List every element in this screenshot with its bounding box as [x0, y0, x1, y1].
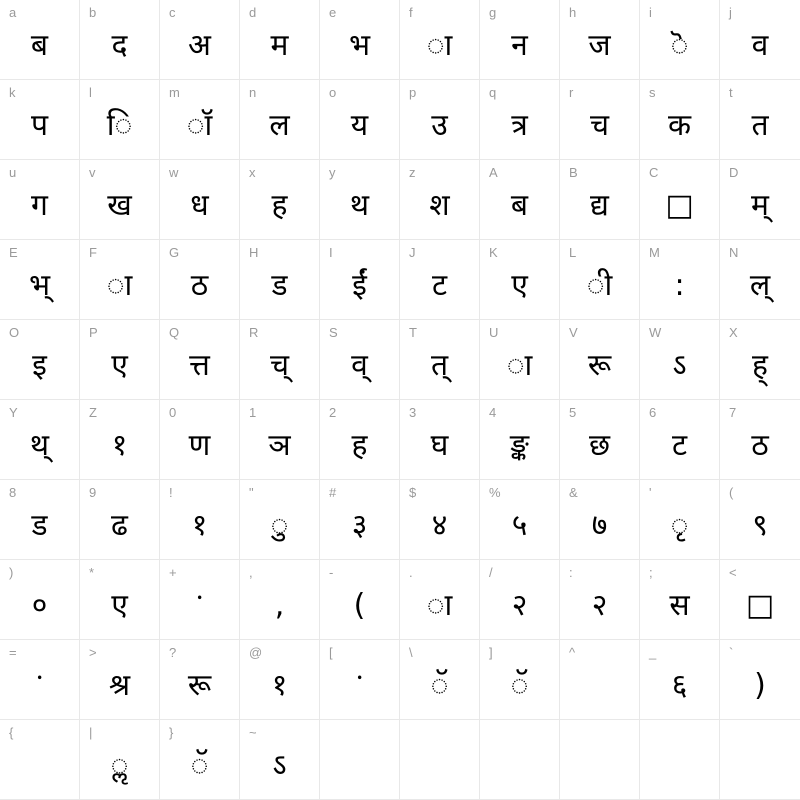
char-cell[interactable]	[320, 640, 400, 720]
char-glyph: ल	[269, 107, 290, 143]
char-glyph: ५	[511, 507, 528, 543]
char-cell[interactable]	[560, 240, 640, 320]
char-key-label: "	[249, 485, 254, 500]
char-cell[interactable]	[320, 320, 400, 400]
char-cell[interactable]	[560, 0, 640, 80]
char-glyph: म्	[751, 187, 769, 223]
char-cell[interactable]	[720, 480, 800, 560]
char-glyph: ऽ	[272, 747, 287, 783]
char-key-label: e	[329, 5, 337, 20]
char-cell[interactable]	[480, 320, 560, 400]
char-glyph: ॱ	[354, 667, 365, 703]
char-key-label: /	[489, 565, 493, 580]
char-cell[interactable]	[480, 160, 560, 240]
char-cell[interactable]	[240, 160, 320, 240]
char-key-label: -	[329, 565, 334, 580]
char-key-label: 0	[169, 405, 177, 420]
char-cell[interactable]	[160, 80, 240, 160]
char-key-label: <	[729, 565, 737, 580]
char-glyph: ॱ	[194, 587, 205, 623]
char-key-label: c	[169, 5, 176, 20]
char-cell[interactable]	[0, 560, 80, 640]
char-cell[interactable]	[240, 80, 320, 160]
char-glyph: ग	[31, 187, 48, 223]
char-key-label: C	[649, 165, 659, 180]
char-glyph: १	[271, 667, 288, 703]
char-cell[interactable]	[160, 320, 240, 400]
char-key-label: T	[409, 325, 417, 340]
char-glyph: उ	[431, 107, 448, 143]
char-cell[interactable]	[320, 720, 400, 800]
char-glyph: भ्	[28, 267, 51, 303]
char-cell[interactable]	[240, 0, 320, 80]
char-key-label: A	[489, 165, 498, 180]
char-cell[interactable]	[400, 720, 480, 800]
char-cell[interactable]	[80, 400, 160, 480]
char-key-label: 6	[649, 405, 657, 420]
char-key-label: :	[569, 565, 573, 580]
char-cell[interactable]	[640, 560, 720, 640]
char-glyph: ङ्क	[510, 427, 529, 463]
char-cell[interactable]	[320, 400, 400, 480]
char-glyph: य	[350, 107, 369, 143]
char-key-label: y	[329, 165, 336, 180]
char-cell[interactable]	[560, 720, 640, 800]
char-cell[interactable]	[160, 560, 240, 640]
char-key-label: i	[649, 5, 652, 20]
char-glyph: ,	[274, 587, 285, 623]
char-cell[interactable]	[320, 560, 400, 640]
char-glyph: ट	[431, 267, 448, 303]
char-glyph: ६	[671, 667, 688, 703]
char-glyph: ा	[106, 267, 133, 303]
char-glyph: :	[674, 267, 685, 303]
char-key-label: B	[569, 165, 578, 180]
char-cell[interactable]	[160, 0, 240, 80]
char-cell[interactable]	[720, 0, 800, 80]
char-cell[interactable]	[720, 640, 800, 720]
char-key-label: E	[9, 245, 18, 260]
char-cell[interactable]	[400, 400, 480, 480]
char-cell[interactable]	[480, 480, 560, 560]
char-cell[interactable]	[560, 400, 640, 480]
char-cell[interactable]	[320, 240, 400, 320]
char-glyph: ॅ	[190, 747, 209, 783]
char-key-label: x	[249, 165, 256, 180]
char-glyph: ॱ	[34, 667, 45, 703]
char-cell[interactable]	[320, 480, 400, 560]
char-key-label: W	[649, 325, 662, 340]
char-cell[interactable]	[640, 0, 720, 80]
char-key-label: O	[9, 325, 20, 340]
char-key-label: v	[89, 165, 96, 180]
char-cell[interactable]	[480, 400, 560, 480]
char-cell[interactable]	[400, 240, 480, 320]
char-glyph: च्	[269, 347, 290, 383]
char-cell[interactable]	[160, 720, 240, 800]
char-glyph: थ	[349, 187, 370, 223]
char-cell[interactable]	[0, 400, 80, 480]
char-key-label: X	[729, 325, 738, 340]
char-glyph: ॅ	[430, 667, 449, 703]
char-glyph: ल्	[749, 267, 771, 303]
char-glyph: ह्	[752, 347, 768, 383]
char-cell[interactable]	[0, 720, 80, 800]
char-glyph: रू	[187, 667, 212, 703]
char-key-label: F	[89, 245, 97, 260]
char-glyph: ह	[271, 187, 288, 223]
char-glyph: स	[669, 587, 690, 623]
char-key-label: 1	[249, 405, 257, 420]
char-cell[interactable]	[80, 480, 160, 560]
char-key-label: V	[569, 325, 578, 340]
char-key-label: s	[649, 85, 656, 100]
char-glyph: ा	[426, 587, 453, 623]
char-key-label: 4	[489, 405, 497, 420]
char-key-label: +	[169, 565, 177, 580]
char-glyph: भ	[348, 27, 371, 63]
char-cell[interactable]	[640, 80, 720, 160]
char-glyph: ी	[586, 267, 613, 303]
char-glyph: त्त	[189, 347, 210, 383]
char-cell[interactable]	[400, 320, 480, 400]
char-cell[interactable]	[80, 560, 160, 640]
char-cell[interactable]	[160, 400, 240, 480]
char-cell[interactable]	[80, 160, 160, 240]
char-glyph: द	[111, 27, 128, 63]
char-cell[interactable]	[160, 160, 240, 240]
char-glyph: म	[270, 27, 289, 63]
char-glyph: व्	[351, 347, 368, 383]
char-glyph: न	[511, 27, 528, 63]
char-glyph: ु	[270, 507, 289, 543]
char-key-label: J	[409, 245, 416, 260]
char-cell[interactable]	[400, 560, 480, 640]
char-cell[interactable]	[640, 480, 720, 560]
char-cell[interactable]	[80, 640, 160, 720]
char-cell[interactable]	[0, 480, 80, 560]
char-cell[interactable]	[0, 640, 80, 720]
char-glyph: □	[665, 187, 694, 223]
char-key-label: [	[329, 645, 333, 660]
char-cell[interactable]	[560, 640, 640, 720]
char-cell[interactable]	[560, 80, 640, 160]
char-key-label: |	[89, 725, 93, 740]
char-glyph: ए	[511, 267, 528, 303]
char-key-label: 2	[329, 405, 337, 420]
char-cell[interactable]	[720, 240, 800, 320]
char-key-label: U	[489, 325, 499, 340]
char-key-label: ~	[249, 725, 257, 740]
char-key-label: q	[489, 85, 497, 100]
char-key-label: u	[9, 165, 17, 180]
char-cell[interactable]	[320, 160, 400, 240]
char-key-label: %	[489, 485, 501, 500]
char-key-label: 8	[9, 485, 17, 500]
char-key-label: $	[409, 485, 417, 500]
char-cell[interactable]	[480, 720, 560, 800]
char-glyph: ईं	[352, 267, 367, 303]
char-glyph: १	[111, 427, 128, 463]
char-glyph: ०	[31, 587, 48, 623]
char-key-label: L	[569, 245, 577, 260]
char-key-label: j	[729, 5, 732, 20]
char-key-label: K	[489, 245, 498, 260]
char-glyph: त	[751, 107, 769, 143]
char-key-label: f	[409, 5, 413, 20]
char-glyph: २	[591, 587, 608, 623]
char-cell[interactable]	[640, 640, 720, 720]
char-glyph: ब	[30, 27, 49, 63]
char-glyph: घ	[430, 427, 449, 463]
char-cell[interactable]	[0, 0, 80, 80]
char-cell[interactable]	[240, 320, 320, 400]
char-key-label: @	[249, 645, 263, 660]
char-key-label: }	[169, 725, 174, 740]
char-cell[interactable]	[720, 720, 800, 800]
char-key-label: z	[409, 165, 416, 180]
char-glyph: इ	[32, 347, 47, 383]
char-glyph: ठ	[190, 267, 209, 303]
char-cell[interactable]	[400, 80, 480, 160]
char-key-label: )	[9, 565, 14, 580]
char-glyph: (	[353, 587, 366, 623]
char-glyph: ऽ	[672, 347, 687, 383]
char-key-label: h	[569, 5, 577, 20]
char-glyph: ण	[188, 427, 211, 463]
char-key-label: 7	[729, 405, 737, 420]
char-key-label: 9	[89, 485, 97, 500]
char-glyph: ध	[190, 187, 209, 223]
char-key-label: k	[9, 85, 16, 100]
char-key-label: `	[729, 645, 734, 660]
char-glyph: व	[751, 27, 769, 63]
char-key-label: t	[729, 85, 733, 100]
char-cell[interactable]	[560, 560, 640, 640]
char-glyph: ह	[351, 427, 368, 463]
char-key-label: Z	[89, 405, 97, 420]
char-cell[interactable]	[240, 480, 320, 560]
char-cell[interactable]	[560, 320, 640, 400]
char-glyph: ए	[111, 587, 128, 623]
char-glyph: ९	[752, 507, 768, 543]
char-glyph: ४	[431, 507, 448, 543]
char-cell[interactable]	[640, 400, 720, 480]
char-key-label: *	[89, 565, 95, 580]
char-glyph: □	[745, 587, 775, 623]
char-glyph: ॢ	[110, 747, 129, 783]
char-glyph: ३	[351, 507, 368, 543]
char-cell[interactable]	[560, 480, 640, 560]
char-key-label: m	[169, 85, 180, 100]
char-cell[interactable]	[0, 80, 80, 160]
char-glyph: च	[589, 107, 610, 143]
char-cell[interactable]	[720, 560, 800, 640]
char-key-label: 5	[569, 405, 577, 420]
char-cell[interactable]	[240, 240, 320, 320]
char-key-label: N	[729, 245, 739, 260]
char-glyph: ज	[588, 27, 611, 63]
char-glyph: ठ	[751, 427, 769, 463]
char-key-label: _	[649, 645, 657, 660]
char-glyph: प	[30, 107, 49, 143]
char-cell[interactable]	[720, 160, 800, 240]
char-glyph: ॅ	[510, 667, 529, 703]
char-glyph: रू	[587, 347, 612, 383]
char-cell[interactable]	[0, 320, 80, 400]
char-key-label: n	[249, 85, 257, 100]
char-cell[interactable]	[160, 480, 240, 560]
char-cell[interactable]	[640, 240, 720, 320]
char-cell[interactable]	[480, 240, 560, 320]
char-glyph: ए	[111, 347, 128, 383]
char-key-label: &	[569, 485, 578, 500]
char-glyph: श्र	[108, 667, 131, 703]
char-key-label: Y	[9, 405, 18, 420]
char-cell[interactable]	[160, 240, 240, 320]
char-key-label: M	[649, 245, 660, 260]
char-key-label: {	[9, 725, 14, 740]
char-glyph: ा	[506, 347, 533, 383]
char-glyph: त्र	[511, 107, 528, 143]
char-key-label: w	[169, 165, 179, 180]
char-cell[interactable]	[240, 720, 320, 800]
char-cell[interactable]	[480, 640, 560, 720]
char-cell[interactable]	[720, 80, 800, 160]
char-cell[interactable]	[0, 160, 80, 240]
char-cell[interactable]	[80, 240, 160, 320]
char-glyph: ७	[591, 507, 608, 543]
char-key-label: 3	[409, 405, 417, 420]
char-key-label: g	[489, 5, 497, 20]
char-cell[interactable]	[560, 160, 640, 240]
char-key-label: r	[569, 85, 574, 100]
char-key-label: #	[329, 485, 337, 500]
char-glyph: ख	[107, 187, 132, 223]
char-key-label: =	[9, 645, 17, 660]
char-cell[interactable]	[720, 400, 800, 480]
char-glyph: ा	[426, 27, 453, 63]
char-cell[interactable]	[720, 320, 800, 400]
char-glyph: अ	[188, 27, 211, 63]
char-key-label: Q	[169, 325, 180, 340]
char-glyph: ॆ	[670, 27, 689, 63]
char-key-label: G	[169, 245, 180, 260]
char-key-label: \	[409, 645, 413, 660]
char-key-label: o	[329, 85, 337, 100]
char-cell[interactable]	[80, 720, 160, 800]
char-key-label: ?	[169, 645, 177, 660]
char-glyph: क	[667, 107, 692, 143]
char-glyph: ृ	[670, 507, 689, 543]
char-key-label: p	[409, 85, 417, 100]
char-glyph: ट	[671, 427, 688, 463]
char-key-label: a	[9, 5, 17, 20]
char-cell[interactable]	[480, 560, 560, 640]
char-glyph: श	[429, 187, 450, 223]
char-key-label: S	[329, 325, 338, 340]
char-glyph: ब	[510, 187, 529, 223]
char-cell[interactable]	[320, 80, 400, 160]
char-glyph: थ्	[29, 427, 50, 463]
char-key-label: R	[249, 325, 259, 340]
char-glyph: ड	[31, 507, 48, 543]
char-key-label: P	[89, 325, 98, 340]
char-cell[interactable]	[400, 160, 480, 240]
char-key-label: H	[249, 245, 259, 260]
char-cell[interactable]	[240, 560, 320, 640]
char-cell[interactable]	[480, 80, 560, 160]
char-key-label: (	[729, 485, 734, 500]
char-key-label: b	[89, 5, 97, 20]
char-cell[interactable]	[80, 320, 160, 400]
char-key-label: !	[169, 485, 173, 500]
char-glyph: द्य	[590, 187, 609, 223]
char-key-label: l	[89, 85, 92, 100]
char-glyph: )	[754, 667, 766, 703]
char-glyph: १	[191, 507, 208, 543]
char-glyph: २	[511, 587, 528, 623]
char-cell[interactable]	[160, 640, 240, 720]
char-key-label: d	[249, 5, 257, 20]
char-cell[interactable]	[320, 0, 400, 80]
char-cell[interactable]	[240, 400, 320, 480]
char-glyph: ि	[106, 107, 133, 143]
char-key-label: '	[649, 485, 652, 500]
char-glyph: छ	[588, 427, 611, 463]
char-key-label: D	[729, 165, 739, 180]
char-glyph: त्	[430, 347, 449, 383]
char-glyph: ॉ	[186, 107, 213, 143]
char-cell[interactable]	[640, 160, 720, 240]
char-key-label: >	[89, 645, 97, 660]
char-cell[interactable]	[80, 0, 160, 80]
char-cell[interactable]	[400, 480, 480, 560]
char-cell[interactable]	[640, 720, 720, 800]
char-cell[interactable]	[240, 640, 320, 720]
char-cell[interactable]	[0, 240, 80, 320]
char-key-label: ^	[569, 645, 576, 660]
char-key-label: ;	[649, 565, 653, 580]
char-cell[interactable]	[400, 0, 480, 80]
char-glyph: ञ	[268, 427, 291, 463]
char-key-label: .	[409, 565, 413, 580]
char-cell[interactable]	[640, 320, 720, 400]
char-key-label: I	[329, 245, 333, 260]
char-cell[interactable]	[480, 0, 560, 80]
char-cell[interactable]	[80, 80, 160, 160]
char-glyph: ड	[271, 267, 288, 303]
char-cell[interactable]	[400, 640, 480, 720]
char-key-label: ,	[249, 565, 253, 580]
char-key-label: ]	[489, 645, 493, 660]
char-glyph: ढ	[111, 507, 128, 543]
